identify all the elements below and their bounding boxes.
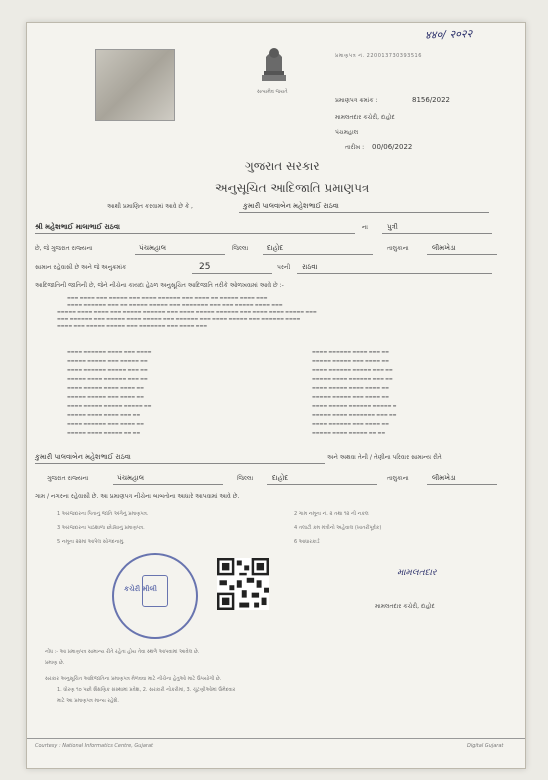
district-value: દાહોદ	[267, 244, 284, 252]
note-1b: પ્રમાણ છે.	[45, 660, 65, 666]
doc-item: 1 અરજદારના પિતાનું જાતિ અંગેનું પ્રમાણપત્ર.	[57, 511, 149, 517]
cert-no: 8156/2022	[412, 96, 450, 104]
taluka-label: તાલુકાના	[387, 245, 409, 252]
office-name: મામલતદાર કચેરી, દાહોદ	[335, 114, 395, 121]
doc-item: 6 આધારકાર્ડ	[294, 539, 320, 545]
doc-item: 4 તલાટી કમ મંત્રીનો અહેવાલ (ખાતરીપૂર્વક)	[294, 525, 382, 531]
serial-no: 25	[199, 262, 211, 272]
digital-gujarat-text: Digital Gujarat	[467, 743, 504, 749]
caste-name: રાઠવા	[302, 263, 318, 271]
taluka2-label: તાલુકાના	[387, 475, 409, 482]
taluka-value: લીમખેડા	[432, 244, 456, 252]
applicant-photo	[95, 49, 175, 121]
doc-item: 2 ગામ નમૂના નં. ૨ તથા ૧૨ ની નકલ	[294, 511, 369, 517]
signatory-designation: મામલતદાર કચેરી, દાહોદ	[375, 603, 435, 610]
handwritten-reference: ४४०/ २०२२	[424, 27, 473, 42]
family-text: અને અથવા તેની / તેણીના પરિવાર સામાન્ય રીતે	[327, 454, 442, 461]
office-seal: કચેરી મીલી	[112, 553, 198, 639]
district2-value: દાહોદ	[272, 474, 289, 482]
state-label: ગુજરાત રાજ્યના	[47, 475, 89, 482]
note-4: માટે આ પ્રમાણપત્ર માન્ય રહેશે.	[57, 698, 120, 704]
district-label: જિલ્લા	[232, 245, 249, 252]
emblem-caption: સત્યમેવ જયતે	[257, 89, 288, 95]
tribe-intro: આદિજાતિની જાતિની છે, જેને નીચેના કાયદા હેઠળ અનુસૂચિત આદિજાતિ તરીકે ઓળખવામાં આવે છે :-	[35, 282, 284, 289]
district-name: પંચમહાલ	[335, 129, 359, 136]
date-label: તારીખ :	[345, 144, 365, 151]
signature-mamlatdar: મામલતદાર	[397, 568, 437, 578]
issue-date: 00/06/2022	[372, 143, 413, 151]
title-st-certificate: અનુસૂચિત આદિજાતિ પ્રમાણપત્ર	[215, 181, 370, 195]
note-3: 1. ધોરણ ૧૦ પછી શૈક્ષણિક સંસ્થામાં પ્રવેશ, 2. સરકારી નોકરીમાં, 3. ચૂંટણીઓમાં ઉમેદવાર	[57, 687, 236, 693]
state-place: પંચમહાલ	[117, 474, 145, 482]
note-1: નોંધ :- આ પ્રમાણપત્ર સામાન્ય રીતે રહેતા હોય તેવા સ્થળે આપવામાં આવેલ છે.	[45, 649, 200, 655]
serial-suffix: પરની	[277, 264, 291, 271]
barcode-text: પ્રમાણપત્ર નં. 220013730393516	[335, 53, 422, 59]
cert-no-label: પ્રમાણપત્ર ક્રમાંક :	[335, 97, 378, 104]
applicant-name-repeat: કુમારી પાલવાબેન મહેશભાઈ રાઠવા	[35, 453, 131, 461]
doc-item: 5 નમૂના ૨૨માં આપેલ સોગંદનામું.	[57, 539, 125, 545]
district2-label: જિલ્લા	[237, 475, 254, 482]
father-name: શ્રી મહેશભાઈ માલાભાઈ રાઠવા	[35, 223, 120, 231]
applicant-name: કુમારી પાલવાબેન મહેશભાઈ રાઠવા	[243, 202, 339, 210]
certify-text: આથી પ્રમાણિત કરવામાં આવે છે કે ,	[107, 203, 193, 210]
na-label: ના	[362, 224, 368, 231]
taluka2-value: લીમખેડા	[432, 474, 456, 482]
national-emblem-icon	[254, 41, 294, 91]
note-2: સરકાર અનુસૂચિત આદિજાતિના પ્રમાણપત્ર મેળવવા માટે નીચેના હેતુઓ માટે ઉપયોગી છે.	[45, 676, 222, 682]
serial-label: સામાન રહેવાસી છે અને જે અનુક્રમાંક	[35, 264, 127, 271]
qr-code-icon	[217, 558, 269, 610]
title-gujarat-government: ગુજરાત સરકાર	[245, 159, 320, 173]
basis-text: ગામ / નગરના રહેવાસી છે. આ પ્રમાણપત્ર નીચેના બાબતોના આધારે આપવામાં આવે છે.	[35, 493, 240, 500]
relation: પુત્રી	[387, 223, 398, 231]
resident-of-label: છે, જે ગુજરાત રાજ્યના	[35, 245, 93, 252]
certificate-sheet: ४४०/ २०२२ સત્યમેવ જયતે પ્રમાણપત્ર નં. 220013730393516 પ્રમાણપત્ર ક્રમાંક : 8156/2022 મામલતદાર કચેરી, દાહોદ પંચમહાલ તારીખ : 00/06/2022 ગુજરાત સરકાર અનુસૂચિત આદિજાતિ પ્રમાણપત્ર આથી પ્રમાણિત કરવામાં આવે છે કે , કુમારી પાલવાબેન મહેશભાઈ રાઠવા શ્રી મહેશભાઈ માલાભાઈ રાઠવા ના પુત્રી છે, જે ગુજરાત રાજ્યના પંચમહાલ જિલ્લા દાહોદ તાલુકાના લીમખેડા સામાન રહેવાસી છે અને જે અનુક્રમાંક 25 પરની રાઠવા આદિજાતિની જાતિની છે, જેને નીચેના કાયદા હેઠળ અનુસૂચિત આદિજાતિ તરીકે ઓળખવામાં આવે છે :- ▬▬▬ ▬▬▬▬ ▬▬▬ ▬▬▬▬▬ ▬▬▬ ▬▬▬▬ ▬▬▬▬▬▬ ▬▬▬ ▬▬▬▬ ▬▬ ▬▬▬▬▬ ▬▬▬▬ ▬▬▬ ▬▬▬▬ ▬▬▬▬▬▬ ▬▬▬ ▬▬ ▬▬▬▬▬ ▬▬▬▬▬ ▬▬▬ ▬▬▬▬▬▬▬ ▬▬▬ ▬▬▬ ▬▬▬▬▬ ▬▬▬▬ ▬▬▬ ▬▬▬▬▬ ▬▬▬▬ ▬▬▬▬ ▬▬▬ ▬▬▬▬▬ ▬▬▬▬▬▬ ▬▬▬ ▬▬▬▬ ▬▬▬▬▬ ▬▬▬▬▬▬ ▬▬▬ ▬▬▬▬ ▬▬▬▬ ▬▬▬▬▬ ▬▬▬ ▬▬▬ ▬▬▬▬▬▬ ▬▬▬ ▬▬▬▬▬ ▬▬▬▬ ▬▬▬▬▬ ▬▬▬ ▬▬▬▬▬▬ ▬▬▬ ▬▬▬▬ ▬▬▬▬▬ ▬▬▬ ▬▬▬▬▬▬ ▬▬▬▬ ▬▬▬▬ ▬▬▬ ▬▬▬▬▬ ▬▬▬▬▬ ▬▬▬ ▬▬▬▬▬▬▬ ▬▬▬ ▬▬▬▬ ▬▬▬ ▬▬▬▬ ▬▬▬▬▬▬ ▬▬▬▬ ▬▬▬ ▬▬▬▬ ▬▬▬▬▬ ▬▬▬▬▬ ▬▬▬ ▬▬▬▬▬ ▬▬ ▬▬▬▬ ▬▬▬▬▬▬ ▬▬▬▬▬ ▬▬▬ ▬▬ ▬▬▬▬▬ ▬▬▬▬ ▬▬▬▬▬▬ ▬▬▬ ▬▬ ▬▬▬▬ ▬▬▬▬▬ ▬▬▬▬ ▬▬▬▬ ▬▬ ▬▬▬▬▬ ▬▬▬▬▬ ▬▬▬ ▬▬▬▬ ▬▬ ▬▬▬▬ ▬▬▬▬▬ ▬▬▬▬▬ ▬▬▬▬▬ ▬▬ ▬▬▬▬▬ ▬▬▬▬ ▬▬▬▬ ▬▬▬ ▬▬ ▬▬▬▬ ▬▬▬▬▬▬ ▬▬▬ ▬▬▬▬ ▬▬ ▬▬▬▬▬ ▬▬▬▬ ▬▬▬▬▬ ▬▬ ▬▬ ▬▬▬▬ ▬▬▬▬▬▬ ▬▬▬▬ ▬▬▬ ▬▬ ▬▬▬▬▬ ▬▬▬▬▬ ▬▬▬ ▬▬▬▬ ▬▬ ▬▬▬▬ ▬▬▬▬▬▬ ▬▬▬▬▬ ▬▬▬ ▬▬ ▬▬▬▬▬ ▬▬▬▬ ▬▬▬▬▬▬ ▬▬▬ ▬▬ ▬▬▬▬ ▬▬▬▬▬ ▬▬▬▬ ▬▬▬▬ ▬▬ ▬▬▬▬▬ ▬▬▬▬▬ ▬▬▬ ▬▬▬▬ ▬▬ ▬▬▬▬ ▬▬▬▬▬ ▬▬▬▬▬▬ ▬▬▬▬▬ ▬ ▬▬▬▬▬ ▬▬▬▬ ▬▬▬▬▬▬▬ ▬▬▬ ▬▬ ▬▬▬▬ ▬▬▬▬▬▬ ▬▬▬ ▬▬▬▬ ▬▬ ▬▬▬▬▬ ▬▬▬▬ ▬▬▬▬▬ ▬▬ ▬▬ કુમારી પાલવાબેન મહેશભાઈ રાઠવા અને અથવા તેની / તેણીના પરિવાર સામાન્ય રીતે ગુજરાત રાજ્યના પંચમહાલ જિલ્લા દાહોદ તાલુકાના લીમખેડા ગામ / નગરના રહેવાસી છે. આ પ્રમાણપત્ર નીચેના બાબતોના આધારે આપવામાં આવે છે. 1 અરજદારના પિતાનું જાતિ અંગેનું પ્રમાણપત્ર. 2 ગામ નમૂના નં. ૨ તથા ૧૨ ની નકલ 3 અરજદારના પાઠશાળા છોડ્યાનું પ્રમાણપત્ર. 4 તલાટી કમ મંત્રીનો અહેવાલ (ખાતરીપૂર્વક) 5 નમૂના ૨૨માં આપેલ સોગંદનામું. 6 આધારકાર્ડ કચેરી મીલી મામલતદાર મામલતદાર કચેરી, દાહોદ નોંધ :- આ પ્રમાણપત્ર સામાન્ય રીતે રહેતા હોય તેવા સ્થળે આપવામાં આવેલ છે. પ્રમાણ છે. સરકાર અનુસૂચિત આદિજાતિના પ્રમાણપત્ર મેળવવા માટે નીચેના હેતુઓ માટે ઉપયોગી છે. 1. ધોરણ ૧૦ પછી શૈક્ષણિક સંસ્થામાં પ્રવેશ, 2. સરકારી નોકરીમાં, 3. ચૂંટણીઓમાં ઉમેદવાર માટે આ પ્રમાણપત્ર માન્ય રહેશે. Courtesy : National Informatics Centre, Gujarat Digital Gujarat	[26, 22, 526, 769]
resident-place: પંચમહાલ	[139, 244, 167, 252]
doc-item: 3 અરજદારના પાઠશાળા છોડ્યાનું પ્રમાણપત્ર.	[57, 525, 145, 531]
courtesy-text: Courtesy : National Informatics Centre, Gujarat	[35, 743, 153, 749]
